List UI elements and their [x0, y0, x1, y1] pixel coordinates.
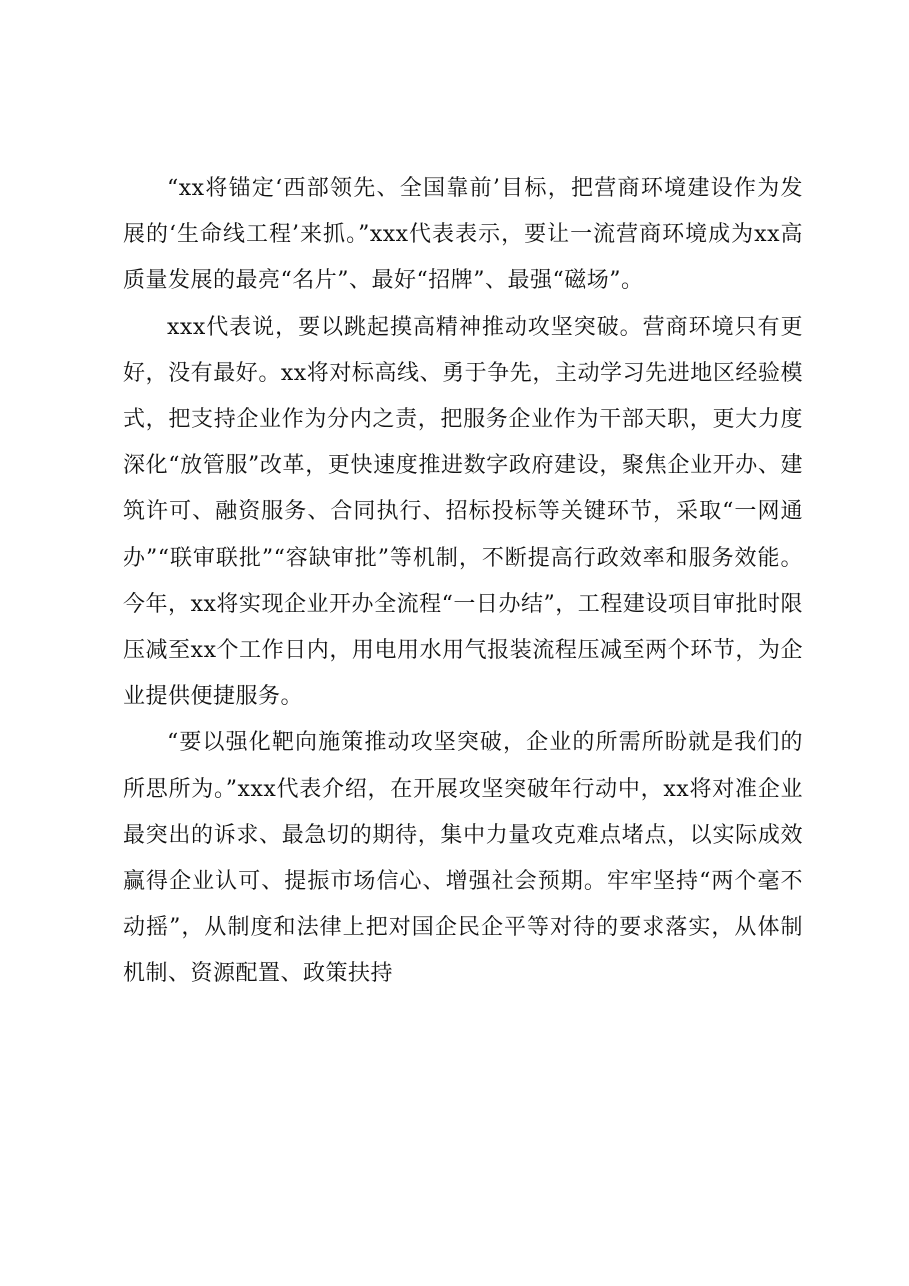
paragraph-3: “要以强化靶向施策推动攻坚突破，企业的所需所盼就是我们的所思所为。”xxx代表介绍，在开展攻坚突破年行动中，xx将对准企业最突出的诉求、最急切的期待，集中力量攻克难点堵点，以实际成效赢得企业认可、提振市场信心、增强社会预期。牢牢坚持“两个毫不动摇”，从制度和法律上把对国企民企平等对待的要求落实，从体制机制、资源配置、政策扶持	[123, 730, 803, 987]
paragraph-1: “xx将锚定‘西部领先、全国靠前’目标，把营商环境建设作为发展的‘生命线工程’来抓。”xxx代表表示，要让一流营商环境成为xx高质量发展的最亮“名片”、最好“招牌”、最强“磁场”。	[123, 176, 803, 294]
document-body	[123, 166, 803, 998]
paragraph-2: xxx代表说，要以跳起摸高精神推动攻坚突破。营商环境只有更好，没有最好。xx将对标高线、勇于争先，主动学习先进地区经验模式，把支持企业作为分内之责，把服务企业作为干部天职，更大力度深化“放管服”改革，更快速度推进数字政府建设，聚焦企业开办、建筑许可、融资服务、合同执行、招标投标等关键环节，采取“一网通办”“联审联批”“容缺审批”等机制，不断提高行政效率和服务效能。今年，xx将实现企业开办全流程“一日办结”，工程建设项目审批时限压减至xx个工作日内，用电用水用气报装流程压减至两个环节，为企业提供便捷服务。	[123, 314, 803, 710]
